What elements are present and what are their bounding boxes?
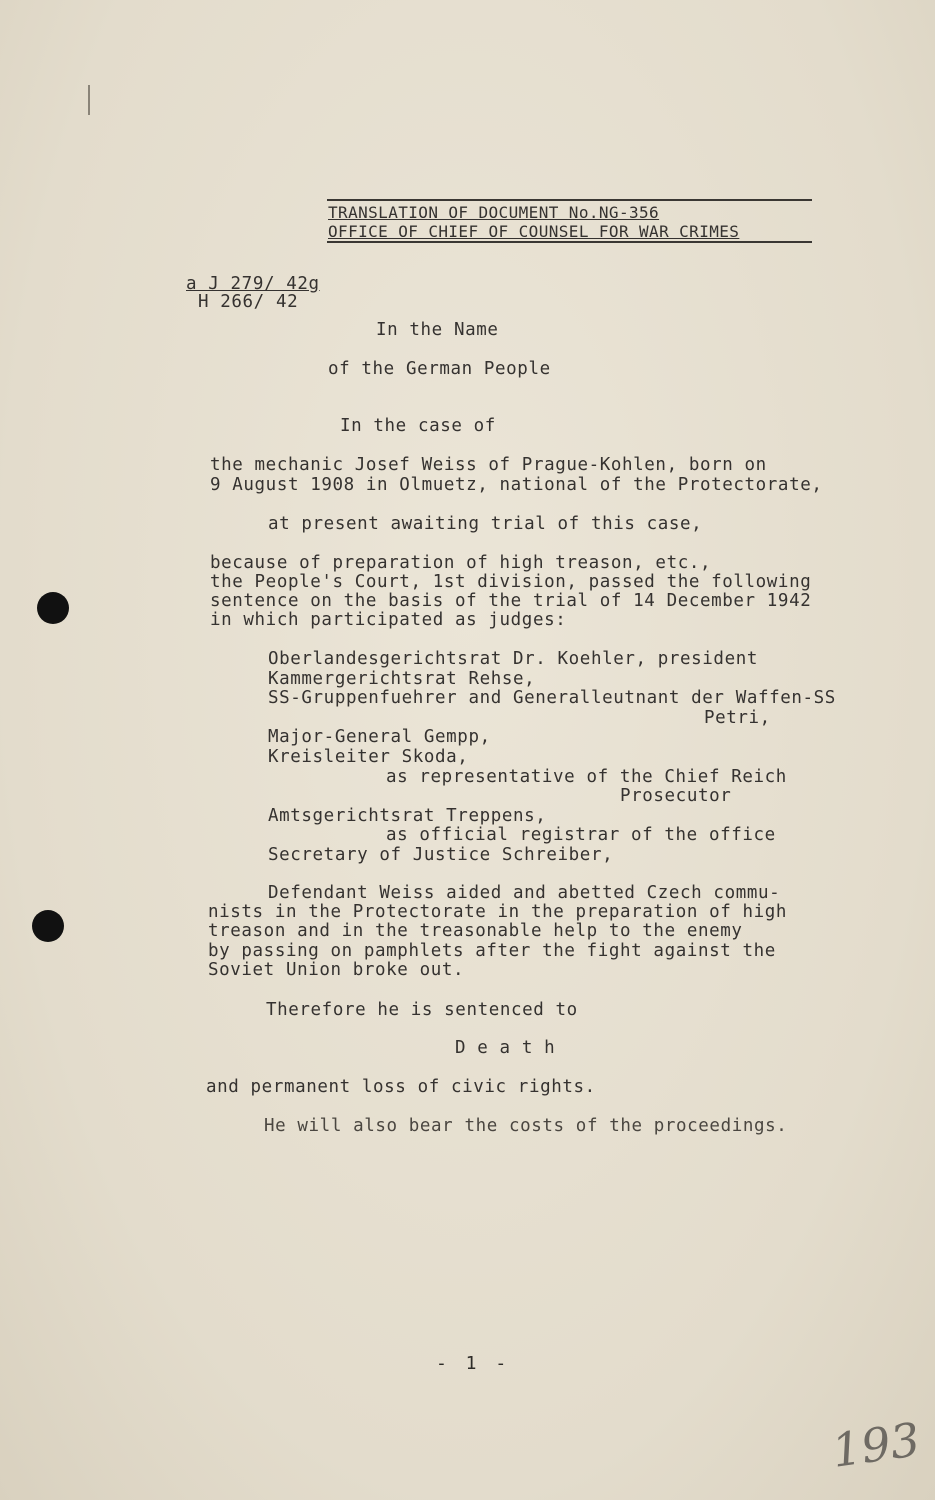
body-line: Secretary of Justice Schreiber, — [268, 845, 614, 865]
body-line: nists in the Protectorate in the preparation of high — [208, 902, 788, 922]
header-line-1: TRANSLATION OF DOCUMENT No.NG-356 — [328, 203, 660, 222]
body-line: the mechanic Josef Weiss of Prague-Kohlen, born on — [210, 455, 767, 475]
body-line: In the Name — [376, 320, 499, 340]
margin-mark — [88, 85, 90, 115]
body-line: He will also bear the costs of the proceedings. — [264, 1116, 788, 1136]
body-line: sentence on the basis of the trial of 14 December 1942 — [210, 591, 812, 611]
body-line: Kammergerichtsrat Rehse, — [268, 669, 536, 689]
body-line: SS-Gruppenfuehrer and Generalleutnant der Waffen-SS — [268, 688, 836, 708]
body-line: of the German People — [328, 359, 551, 379]
body-line: by passing on pamphlets after the fight against the — [208, 941, 776, 961]
handwritten-number: 193 — [828, 1412, 924, 1478]
body-line: because of preparation of high treason, etc., — [210, 553, 712, 573]
body-line: In the case of — [340, 416, 496, 436]
file-ref-1: a J 279/ 42g — [186, 274, 320, 294]
body-line: as official registrar of the office — [386, 825, 776, 845]
body-line: as representative of the Chief Reich — [386, 767, 787, 787]
body-line: in which participated as judges: — [210, 610, 567, 630]
body-line: Therefore he is sentenced to — [266, 1000, 578, 1020]
body-line: Oberlandesgerichtsrat Dr. Koehler, president — [268, 649, 758, 669]
body-line: 9 August 1908 in Olmuetz, national of the Protectorate, — [210, 475, 823, 495]
body-line: the People's Court, 1st division, passed the following — [210, 572, 812, 592]
body-line: Major-General Gempp, — [268, 727, 491, 747]
body-line: Petri, — [704, 708, 771, 728]
page-number: - 1 - — [436, 1353, 511, 1374]
body-line: Soviet Union broke out. — [208, 960, 465, 980]
body-line: Kreisleiter Skoda, — [268, 747, 469, 767]
header-line-2: OFFICE OF CHIEF OF COUNSEL FOR WAR CRIMES — [328, 222, 740, 241]
file-ref-2: H 266/ 42 — [198, 292, 299, 312]
header-rule-top — [327, 199, 812, 201]
body-line: Amtsgerichtsrat Treppens, — [268, 806, 547, 826]
body-line: Prosecutor — [620, 786, 732, 806]
body-line: treason and in the treasonable help to the enemy — [208, 921, 743, 941]
verdict-death: D e a t h — [455, 1038, 556, 1058]
punch-hole-lower — [32, 910, 64, 942]
punch-hole-upper — [37, 592, 69, 624]
body-line: at present awaiting trial of this case, — [268, 514, 703, 534]
header-rule-bottom — [327, 241, 812, 243]
body-line: and permanent loss of civic rights. — [206, 1077, 596, 1097]
body-line: Defendant Weiss aided and abetted Czech commu- — [268, 883, 781, 903]
